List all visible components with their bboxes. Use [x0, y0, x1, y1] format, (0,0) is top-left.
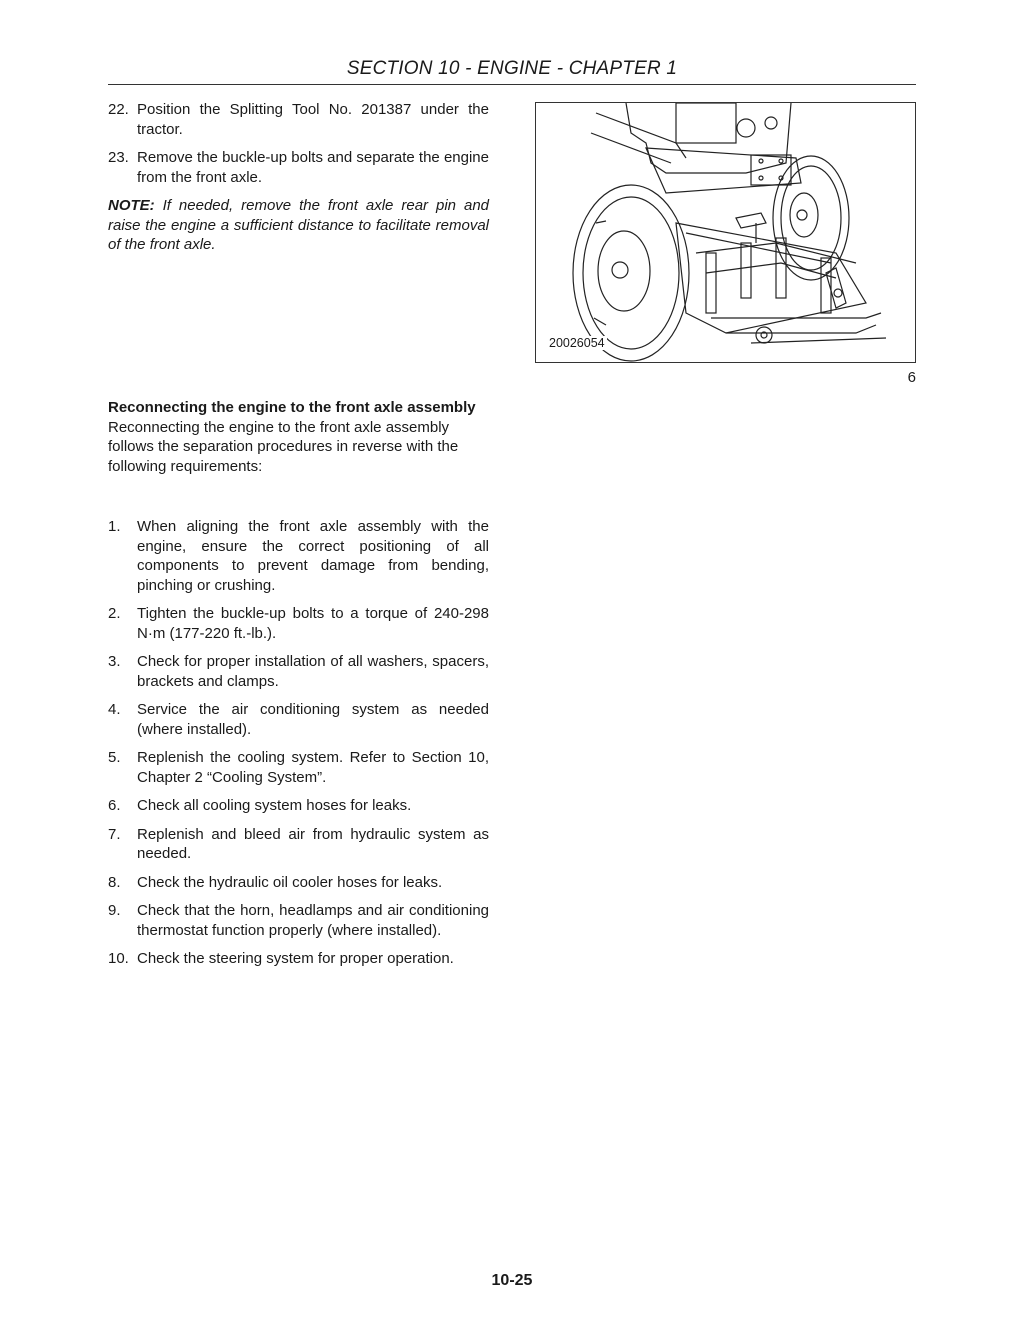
step-text: Replenish the cooling system. Refer to Section 10, Chapter 2 “Cooling System”. — [137, 749, 489, 786]
list-item — [108, 901, 489, 940]
step-text: Replenish and bleed air from hydraulic system as needed. — [137, 825, 489, 862]
step-text: Position the Splitting Tool No. 201387 under the tractor. — [137, 101, 489, 138]
step-text: Check all cooling system hoses for leaks. — [137, 797, 412, 814]
page-header-title: SECTION 10 - ENGINE - CHAPTER 1 — [346, 58, 678, 79]
step-number: 9. — [108, 902, 121, 919]
list-item — [108, 517, 489, 595]
note-paragraph — [108, 196, 489, 255]
figure-tractor-splitting-tool — [535, 102, 916, 363]
note-label: NOTE: — [108, 197, 155, 214]
list-item — [108, 796, 489, 816]
figure-id: 20026054 — [549, 336, 605, 350]
step-text: Check the steering system for proper operation. — [137, 950, 454, 967]
step-text: Check the hydraulic oil cooler hoses for leaks. — [137, 873, 443, 891]
list-item — [108, 825, 489, 864]
list-item — [108, 100, 489, 139]
section-heading: Reconnecting the engine to the front axle assembly — [108, 399, 476, 416]
step-number: 22. — [108, 101, 129, 118]
list-item — [108, 949, 489, 969]
figure-number: 6 — [907, 369, 916, 386]
list-item — [108, 748, 489, 787]
list-item — [108, 148, 489, 187]
page-number: 10-25 — [491, 1272, 533, 1289]
step-number: 10. — [108, 950, 129, 967]
step-text: Check that the horn, headlamps and air conditioning thermostat function properly (where installed). — [137, 902, 489, 939]
intro-paragraph: Reconnecting the engine to the front axle assembly follows the separation procedures in reverse with the following requirements: — [108, 418, 459, 475]
step-number: 6. — [108, 797, 121, 814]
reconnect-section — [108, 398, 489, 476]
list-item — [108, 700, 489, 739]
reconnect-steps — [108, 517, 489, 978]
tractor-illustration — [536, 103, 915, 362]
step-number: 7. — [108, 825, 121, 843]
step-text: Remove the buckle-up bolts and separate the engine from the front axle. — [137, 149, 489, 186]
step-text: When aligning the front axle assembly with the engine, ensure the correct positioning of all components to prevent damage from bending, pinching or crushing. — [137, 518, 489, 594]
note-text: If needed, remove the front axle rear pin and raise the engine a sufficient distance to facilitate removal of the front axle. — [108, 197, 490, 253]
step-number: 5. — [108, 749, 121, 766]
step-text: Service the air conditioning system as needed (where installed). — [137, 701, 489, 738]
step-number: 8. — [108, 873, 121, 891]
step-text: Tighten the buckle-up bolts to a torque of 240-298 N·m (177-220 ft.-lb.). — [137, 605, 489, 642]
step-number: 4. — [108, 701, 121, 718]
step-number: 3. — [108, 653, 121, 670]
step-number: 2. — [108, 605, 121, 622]
header-rule — [108, 84, 916, 85]
top-steps — [108, 100, 489, 255]
list-item — [108, 604, 489, 643]
step-number: 23. — [108, 149, 129, 166]
step-text: Check for proper installation of all washers, spacers, brackets and clamps. — [137, 653, 489, 690]
list-item — [108, 652, 489, 691]
step-number: 1. — [108, 518, 121, 535]
list-item — [108, 873, 489, 893]
